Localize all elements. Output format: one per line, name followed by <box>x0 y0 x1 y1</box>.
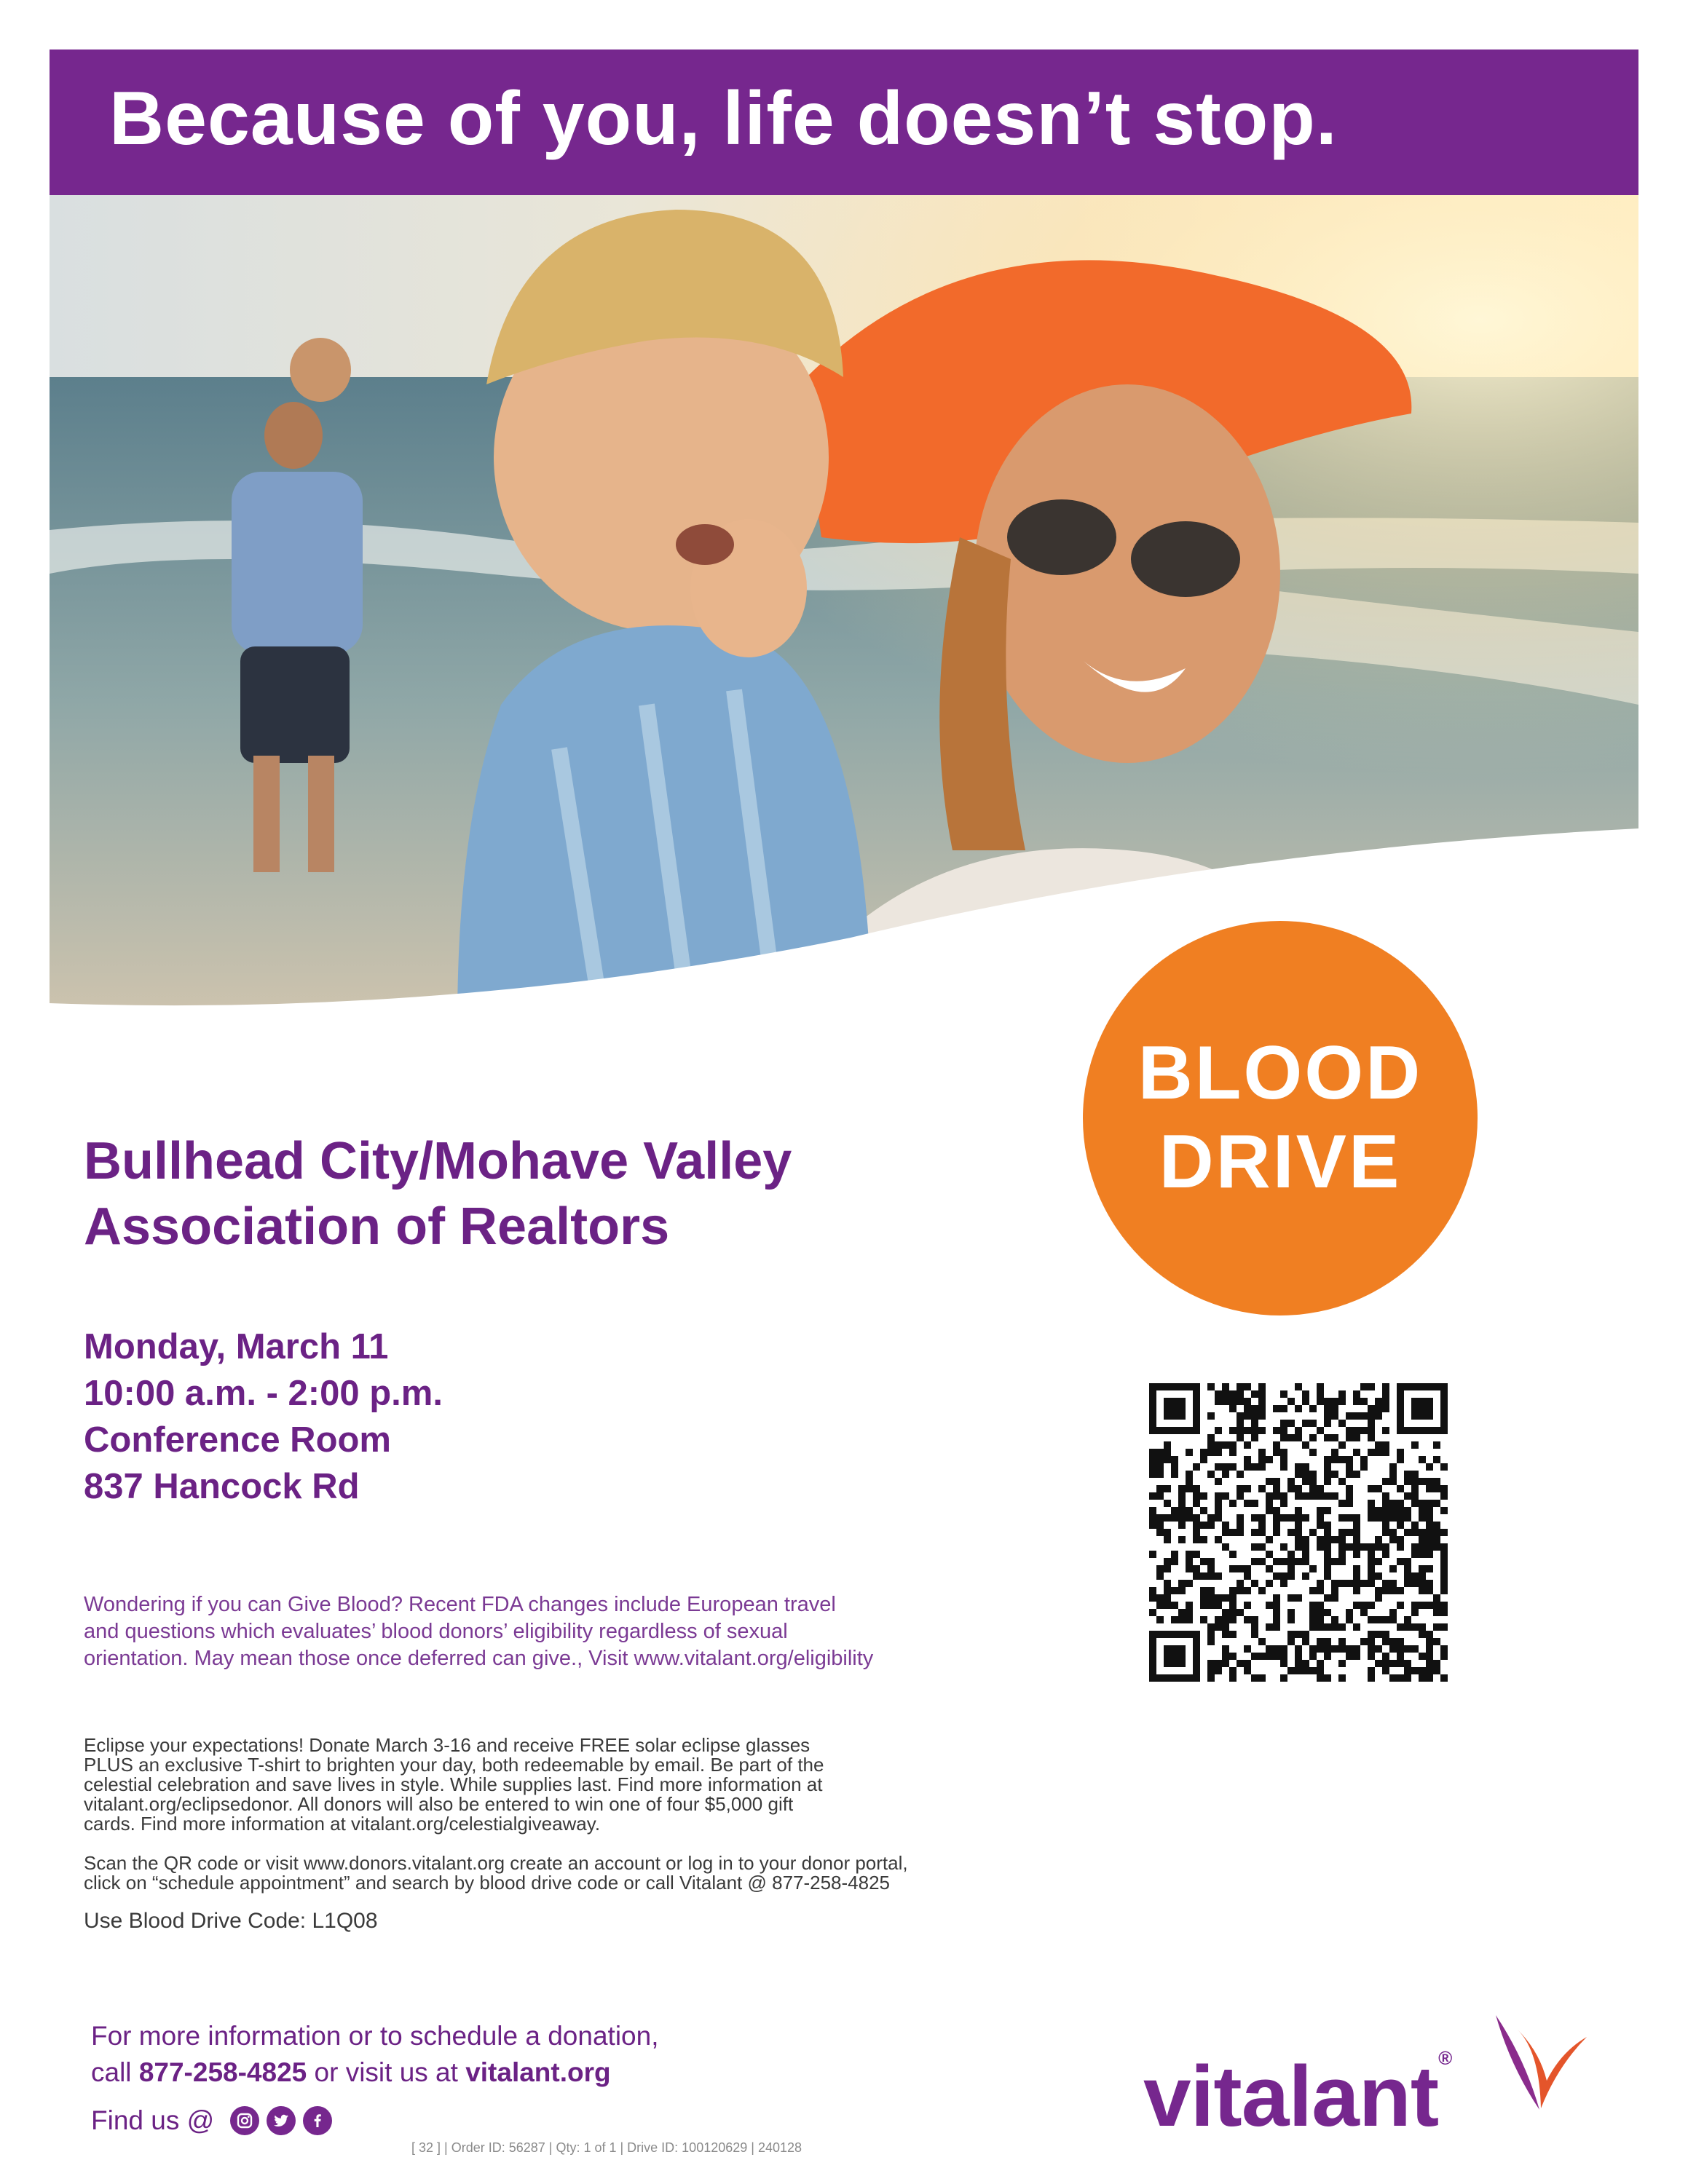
event-room: Conference Room <box>84 1420 392 1460</box>
footer-line-1: For more information or to schedule a donation, <box>91 2021 659 2051</box>
find-us-label: Find us @ <box>91 2105 215 2135</box>
headline-banner <box>50 50 1638 195</box>
vitalant-logo <box>1143 2008 1595 2145</box>
logo-wordmark <box>1143 2047 1451 2146</box>
qr-code[interactable] <box>1149 1383 1448 1682</box>
find-us-row <box>91 2102 332 2139</box>
eclipse-line: PLUS an exclusive T-shirt to brighten your day, both redeemable by email. Be part of the <box>84 1754 824 1776</box>
eligibility-paragraph <box>84 1591 1045 1672</box>
badge-line-1: BLOOD <box>1137 1031 1423 1115</box>
organization-line-2: Association of Realtors <box>84 1198 670 1256</box>
eclipse-promo-paragraph <box>84 1736 1045 1834</box>
blood-drive-code: Use Blood Drive Code: L1Q08 <box>84 1909 378 1933</box>
footer-visit-text: or visit us at <box>307 2057 466 2087</box>
scan-instructions <box>84 1853 1045 1893</box>
scan-line: Scan the QR code or visit www.donors.vitalant.org create an account or log in to your donor portal, <box>84 1852 908 1874</box>
eclipse-line: celestial celebration and save lives in style. While supplies last. Find more information at <box>84 1773 823 1795</box>
vitalant-flame-icon <box>1488 2008 1590 2117</box>
eligibility-line: orientation. May mean those once deferred can give., Visit www.vitalant.org/eligibility <box>84 1647 874 1670</box>
scan-line: click on “schedule appointment” and search by blood drive code or call Vitalant @ 877-258-4825 <box>84 1872 891 1894</box>
photo-illustration <box>50 195 1638 1025</box>
eclipse-line: Eclipse your expectations! Donate March 3-16 and receive FREE solar eclipse glasses <box>84 1734 811 1756</box>
event-address: 837 Hancock Rd <box>84 1467 360 1506</box>
eclipse-line: vitalant.org/eclipsedonor. All donors will also be entered to win one of four $5,000 gift <box>84 1793 794 1815</box>
footer-call-prefix: call <box>91 2057 139 2087</box>
twitter-icon[interactable] <box>267 2106 296 2135</box>
headline: Because of you, life doesn’t stop. <box>109 76 1338 161</box>
eligibility-line: Wondering if you can Give Blood? Recent FDA changes include European travel <box>84 1593 836 1616</box>
facebook-icon[interactable] <box>303 2106 332 2135</box>
logo-text: vitalant <box>1143 2049 1439 2145</box>
event-time: 10:00 a.m. - 2:00 p.m. <box>84 1374 443 1413</box>
organization-name <box>84 1128 792 1259</box>
registered-mark: ® <box>1438 2047 1452 2069</box>
instagram-icon[interactable] <box>230 2106 259 2135</box>
footer-contact <box>91 2018 658 2091</box>
qr-code-graphic <box>1149 1383 1448 1682</box>
organization-line-1: Bullhead City/Mohave Valley <box>84 1132 792 1190</box>
order-id-line: [ 32 ] | Order ID: 56287 | Qty: 1 of 1 | Drive ID: 100120629 | 240128 <box>411 2140 802 2155</box>
footer-line-2 <box>91 2054 658 2091</box>
footer-phone[interactable]: 877-258-4825 <box>138 2057 307 2087</box>
eligibility-line: and questions which evaluates’ blood donors’ eligibility regardless of sexual <box>84 1620 788 1643</box>
social-icons <box>230 2106 332 2135</box>
event-date: Monday, March 11 <box>84 1327 389 1366</box>
beach-family-photo <box>50 195 1638 1025</box>
footer-website[interactable]: vitalant.org <box>465 2057 611 2087</box>
blood-drive-badge <box>1083 921 1478 1315</box>
badge-line-2: DRIVE <box>1159 1120 1402 1204</box>
event-details <box>84 1324 443 1510</box>
eclipse-line: cards. Find more information at vitalant.org/celestialgiveaway. <box>84 1813 601 1835</box>
